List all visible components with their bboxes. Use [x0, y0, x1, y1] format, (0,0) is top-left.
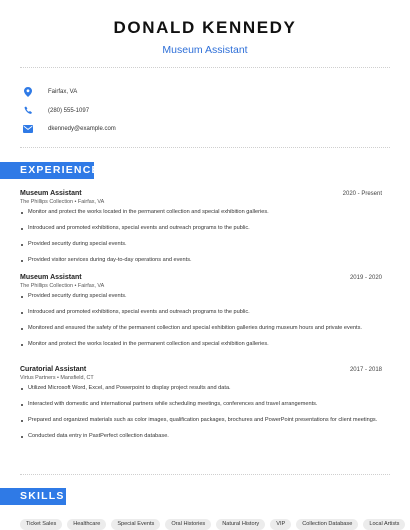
- divider: [20, 67, 390, 68]
- email-icon: [21, 122, 35, 136]
- phone-icon: [21, 104, 35, 118]
- job-organization: Virtus Partners • Mansfield, CT: [20, 375, 94, 381]
- job-dates: 2017 - 2018: [349, 367, 382, 373]
- contact-email: [20, 120, 390, 138]
- bullet: Provided visitor services during day-to-day operations and events.: [20, 257, 382, 265]
- job-title: Museum Assistant: [20, 274, 82, 281]
- contact-email-text: dkennedy@example.com: [48, 126, 116, 132]
- skill-chip: Local Artists: [363, 519, 405, 530]
- skills-list: [20, 519, 405, 530]
- job-dates: 2020 - Present: [342, 191, 382, 197]
- skill-chip: Oral Histories: [165, 519, 211, 530]
- bullet: Interacted with domestic and international partners while scheduling meetings, conferences and travel arrangements.: [20, 401, 382, 409]
- job-title-heading: Museum Assistant: [162, 44, 248, 56]
- job-bullets: [20, 209, 382, 265]
- skill-chip: Healthcare: [67, 519, 106, 530]
- contact-location-text: Fairfax, VA: [48, 89, 78, 95]
- job-entry: [20, 366, 382, 441]
- contact-location: [20, 83, 390, 101]
- bullet: Conducted data entry in PastPerfect collection database.: [20, 433, 382, 441]
- job-organization: The Phillips Collection • Fairfax, VA: [20, 199, 105, 205]
- candidate-name: DONALD KENNEDY: [113, 18, 297, 37]
- bullet: Introduced and promoted exhibitions, special events and outreach programs to the public.: [20, 225, 382, 233]
- resume-header: [0, 0, 410, 57]
- section-experience-header: EXPERIENCE: [0, 162, 94, 179]
- bullet: Provided security during special events.: [20, 241, 382, 249]
- bullet: Monitored and ensured the safety of the permanent collection and special exhibition galleries during museum hours and private events.: [20, 325, 382, 333]
- skill-chip: Collection Database: [296, 519, 358, 530]
- skill-chip: Special Events: [111, 519, 160, 530]
- job-entry: [20, 190, 382, 265]
- bullet: Prepared and organized materials such as color images, qualification packages, brochures and PowerPoint presentations for client meetings.: [20, 417, 382, 425]
- section-skills-header: SKILLS: [0, 488, 66, 505]
- job-title: Museum Assistant: [20, 190, 82, 197]
- job-bullets: [20, 385, 382, 441]
- job-title: Curatorial Assistant: [20, 366, 87, 373]
- skill-chip: Natural History: [216, 519, 265, 530]
- job-dates: 2019 - 2020: [349, 275, 382, 281]
- skill-chip: Ticket Sales: [20, 519, 62, 530]
- contact-phone: [20, 102, 390, 120]
- divider: [20, 474, 390, 475]
- contact-list: [20, 83, 390, 139]
- bullet: Monitor and protect the works located in the permanent collection and special exhibition galleries.: [20, 209, 382, 217]
- bullet: Provided security during special events.: [20, 293, 382, 301]
- job-bullets: [20, 293, 382, 349]
- job-entry: [20, 274, 382, 349]
- contact-phone-text: (280) 555-1097: [48, 107, 90, 114]
- bullet: Monitor and protect the works located in the permanent collection and special exhibition galleries.: [20, 341, 382, 349]
- job-organization: The Phillips Collection • Fairfax, VA: [20, 283, 105, 289]
- bullet: Utilized Microsoft Word, Excel, and Powerpoint to display project results and data.: [20, 385, 382, 393]
- bullet: Introduced and promoted exhibitions, special events and outreach programs to the public.: [20, 309, 382, 317]
- location-pin-icon: [21, 85, 35, 99]
- skill-chip: VIP: [270, 519, 291, 530]
- divider: [20, 147, 390, 148]
